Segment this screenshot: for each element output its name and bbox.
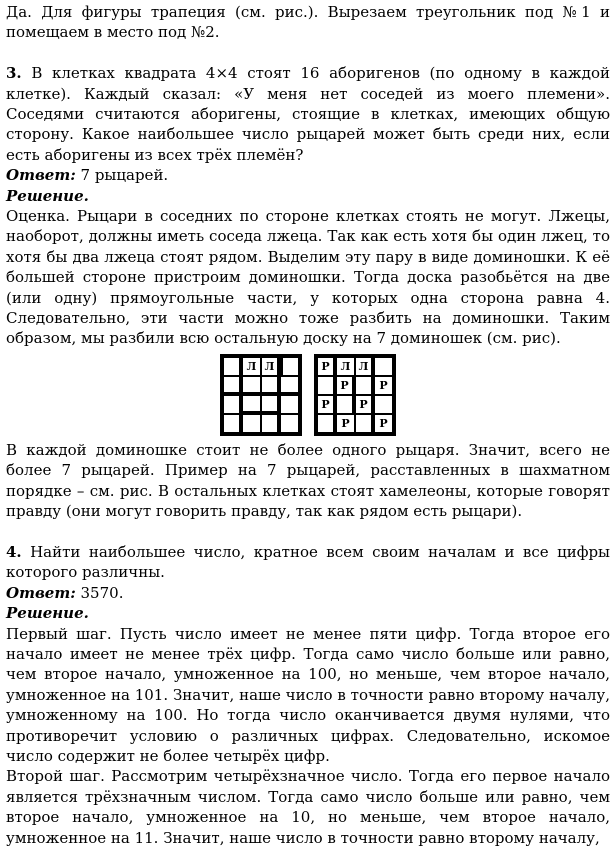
grid-cell (355, 376, 374, 395)
problem-4-number: 4. (6, 542, 22, 561)
problem-4-answer-value: 3570. (75, 583, 124, 602)
grid-cell (261, 376, 280, 395)
grid-cell: Л (261, 357, 280, 376)
problem-4-answer (6, 583, 610, 603)
grid-cell (223, 414, 242, 433)
spacer (6, 43, 610, 63)
figure-knights-example (314, 354, 396, 436)
grid-cell (280, 357, 299, 376)
grid-cell (242, 395, 261, 414)
grid-cell (242, 414, 261, 433)
grid-cell: Р (374, 414, 393, 433)
problem-3-text: В клетках квадрата 4×4 стоят 16 аборигенов (по одному в каждой клетке). Каждый сказал: «У меня нет соседей из моего племени». Соседями считаются аборигены, стоящие в клетках, имеющих общую сторону. Какое наибольшее число рыцарей может быть среди них, если есть аборигены из всех трёх племён? (6, 64, 610, 164)
grid-cell (317, 414, 336, 433)
grid-cell (280, 395, 299, 414)
problem-3-solution-label: Решение. (6, 186, 89, 205)
grid-cell (280, 376, 299, 395)
figure-domino-partition (220, 354, 302, 436)
grid-cell: Р (374, 376, 393, 395)
grid-cell: Р (336, 414, 355, 433)
grid-cell: Р (317, 357, 336, 376)
problem-4-solution-label: Решение. (6, 604, 89, 623)
grid-cell (280, 414, 299, 433)
grid-cell (355, 414, 374, 433)
grid-cell: Р (317, 395, 336, 414)
spacer (6, 522, 610, 542)
answer-label: Ответ: (6, 583, 76, 602)
grid-cell: Л (242, 357, 261, 376)
problem-3-solution-2: В каждой доминошке стоит не более одного рыцаря. Значит, всего не более 7 рыцарей. Пример на 7 рыцарей, расставленных в шахматном порядке – см. рис. В остальных клетках стоят хамелеоны, которые говорят правду (они могут говорить правду, так как рядом есть рыцари). (6, 440, 610, 521)
problem-3-statement (6, 63, 610, 165)
problem-3-solution-1: Оценка. Рыцари в соседних по стороне клетках стоять не могут. Лжецы, наоборот, должны иметь соседа лжеца. Так как есть хотя бы один лжец, то хотя бы два лжеца стоят рядом. Выделим эту пару в виде доминошки. К её большей стороне пристроим доминошки. Тогда доска разобьётся на две (или одну) прямоугольные части, у которых одна сторона равна 4. Следовательно, эти части можно тоже разбить на доминошки. Таким образом, мы разбили всю остальную доску на 7 доминошек (см. рис). (6, 207, 610, 348)
grid-cell (261, 414, 280, 433)
grid-cell: Л (336, 357, 355, 376)
problem-4-text: Найти наибольшее число, кратное всем своим началам и все цифры которого различны. (6, 542, 610, 582)
problem-3-answer (6, 165, 610, 185)
grid-cell: Р (336, 376, 355, 395)
grid-cell (223, 395, 242, 414)
problem-3-number: 3. (6, 64, 22, 83)
grid-cell (261, 395, 280, 414)
problem-4-solution-1: Первый шаг. Пусть число имеет не менее пяти цифр. Тогда второе его начало имеет не менее трёх цифр. Тогда само число больше или равно, чем второе начало, умноженное на 100, но меньше, чем второе начало, умноженное на 101. Значит, наше число в точности равно второму началу, умноженному на 100. Но тогда число оканчивается двумя нулями, что противоречит условию о различных цифрах. Следовательно, искомое число содержит не более четырёх цифр. (6, 624, 610, 765)
problem-4-solution-2: Второй шаг. Рассмотрим четырёхзначное число. Тогда его первое начало является трёхзначным числом. Тогда само число больше или равно, чем второе начало, умноженное на 10, но меньше, чем второе начало, умноженное на 11. Значит, наше число в точности равно второму началу, (6, 767, 610, 847)
problem-4-statement (6, 542, 610, 583)
grid-cell: Л (355, 357, 374, 376)
grid-cell (317, 376, 336, 395)
grid-cell (336, 395, 355, 414)
grid-cell: Р (355, 395, 374, 414)
grid-cell (374, 395, 393, 414)
grid-cell (242, 376, 261, 395)
grid-cell (223, 357, 242, 376)
grid-cell (374, 357, 393, 376)
problem-3-answer-value: 7 рыцарей. (75, 166, 169, 185)
grid-cell (223, 376, 242, 395)
domino-figures (6, 354, 610, 436)
answer-label: Ответ: (6, 166, 76, 185)
intro-paragraph: Да. Для фигуры трапеция (см. рис.). Вырезаем треугольник под №1 и помещаем в место под №2. (6, 3, 610, 42)
